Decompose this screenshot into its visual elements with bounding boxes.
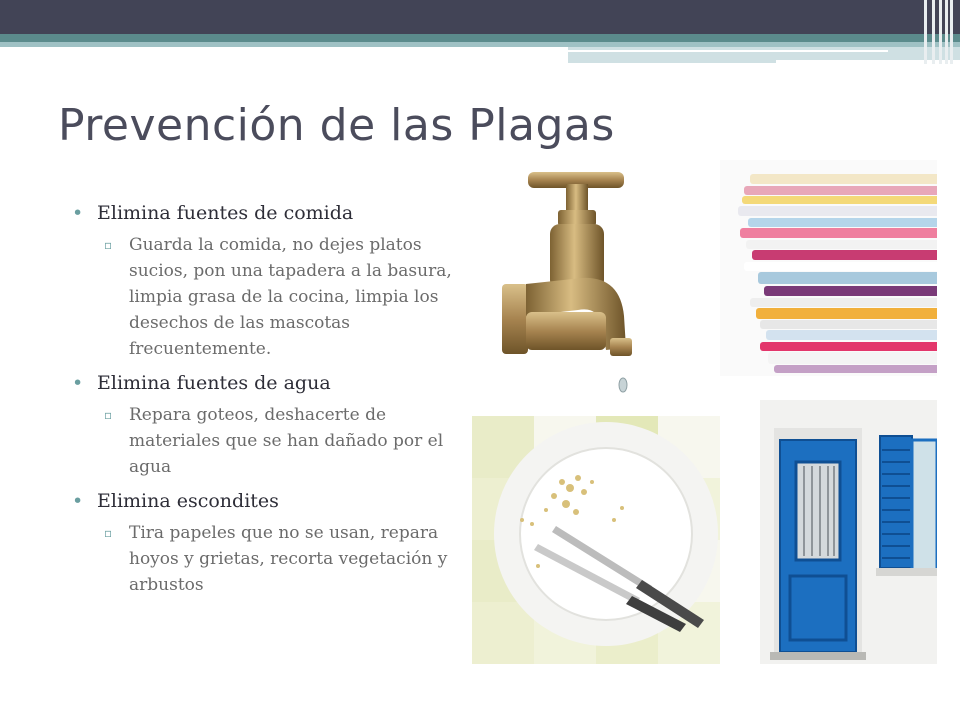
- bullet-marker: •: [72, 202, 84, 224]
- sub-bullet-marker: ▫: [104, 238, 113, 252]
- slide-title: Prevención de las Plagas: [58, 100, 615, 151]
- header-stripes: [920, 0, 954, 64]
- bullet-text: Elimina fuentes de comida: [97, 202, 354, 224]
- sub-bullet-marker: ▫: [104, 526, 113, 540]
- bullet-marker: •: [72, 490, 84, 512]
- sub-bullet-item: [72, 232, 462, 362]
- bullet-list: [72, 200, 462, 606]
- header-bar-dark: [0, 0, 960, 34]
- bullet-marker: •: [72, 372, 84, 394]
- bullet-text: Elimina fuentes de agua: [97, 372, 331, 394]
- sub-bullet-text: Repara goteos, deshacerte de materiales que se han dañado por el agua: [129, 405, 444, 477]
- sub-bullet-marker: ▫: [104, 408, 113, 422]
- sub-bullet-text: Tira papeles que no se usan, repara hoyos y grietas, recorta vegetación y arbustos: [129, 523, 448, 595]
- sub-bullet-text: Guarda la comida, no dejes platos sucios, pon una tapadera a la basura, limpia grasa de la cocina, limpia los desechos de las mascotas frecuentemente.: [129, 235, 452, 359]
- header-bar-teal: [0, 34, 960, 42]
- bullet-text: Elimina escondites: [97, 490, 279, 512]
- bullet-item: [72, 200, 462, 226]
- sub-bullet-item: [72, 520, 462, 598]
- bullet-item: [72, 370, 462, 396]
- faucet-image: [502, 166, 634, 394]
- bullet-item: [72, 488, 462, 514]
- papers-stack-image: [720, 160, 937, 376]
- header-line: [568, 50, 888, 52]
- sub-bullet-item: [72, 402, 462, 480]
- dirty-plate-image: [472, 416, 720, 664]
- blue-door-image: [760, 400, 937, 664]
